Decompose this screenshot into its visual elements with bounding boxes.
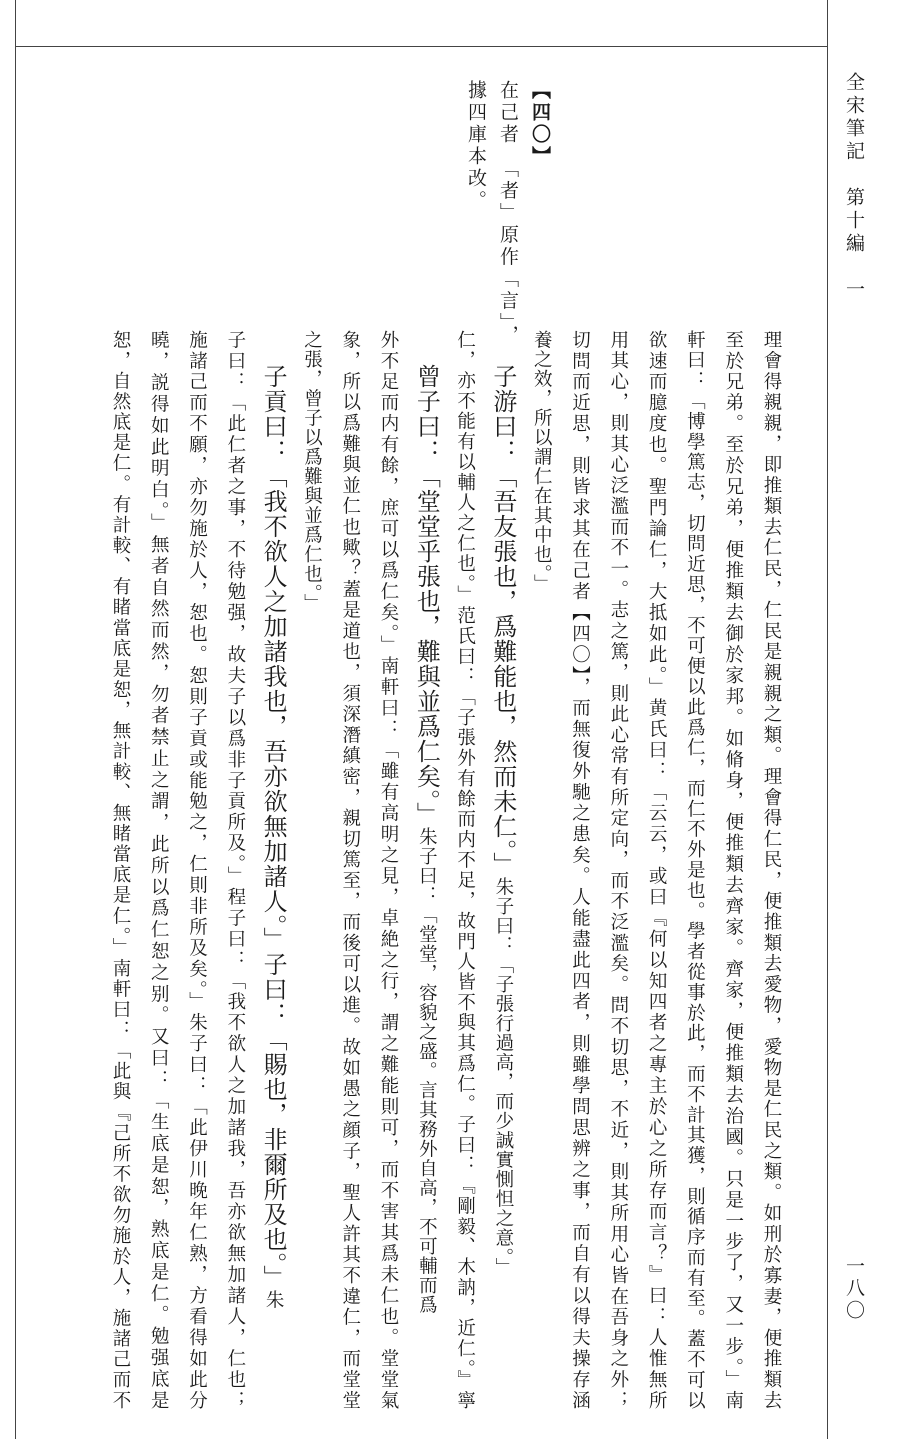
- main-text-column: [407, 330, 445, 1410]
- text-column: 養之效，所以謂仁在其中也。」: [531, 330, 553, 594]
- commentary-text: 朱子曰：「子張行過高，而少誠實惻怛之意。」: [492, 877, 514, 1278]
- text-column: 欲速而臆度也。聖門論仁，大抵如此。」黄氏曰：「云云，或曰『何以知四者之專主於心之所存而言？』曰：人惟無所: [646, 330, 668, 1410]
- text-column: 切問而近思，則皆求其在己者【四〇】，而無復外馳之患矣。人能盡此四者，則雖學問思辨之事，而自有以得夫操存涵: [569, 330, 591, 1410]
- page-frame-right: [827, 0, 828, 1439]
- text-column: 至於兄弟。至於兄弟，便推類去御於家邦。如脩身，便推類去齊家。齊家，便推類去治國。只是一步了，又一步。」南: [722, 330, 744, 1410]
- text-column: 之張，曾子以爲難與並爲仁也。」: [301, 330, 323, 614]
- page-frame-left: [15, 0, 16, 1439]
- main-text: 子游曰：「吾友張也，爲難能也，然而未仁。」: [488, 364, 517, 877]
- collation-notes: [460, 80, 556, 347]
- page-frame-top: [15, 46, 827, 47]
- text-column: 子曰：「此仁者之事，不待勉强，故夫子以爲非子貢所及。」程子曰：「我不欲人之加諸我，吾亦欲無加諸人，仁也；: [224, 330, 246, 1410]
- text-column: 施諸己而不願，亦勿施於人，恕也。恕則子貢或能勉之，仁則非所及矣。」朱子曰：「此伊川晚年仁熟，方看得如此分: [186, 330, 208, 1410]
- main-text: 曾子曰：「堂堂乎張也，難與並爲仁矣。」: [412, 364, 441, 827]
- note-marker: 【四〇】: [529, 80, 551, 168]
- main-text: 子貢曰：「我不欲人之加諸我也，吾亦欲無加諸人。」子曰：「賜也，非爾所及也。」: [259, 364, 288, 1290]
- main-text-column: [254, 330, 292, 1410]
- page-number: 一八〇: [843, 1256, 865, 1322]
- text-column: 象，所以爲難與並仁也歟？蓋是道也，須深潛縝密，親切篤至，而後可以進。故如愚之顔子，聖人許其不違仁，而堂堂: [339, 330, 361, 1410]
- commentary-text: 朱: [263, 1290, 285, 1310]
- text-column: 仁，亦不能有以輔人之仁也。」范氏曰：「子張外有餘而内不足，故門人皆不與其爲仁。子曰：『剛毅、木訥，近仁。』寧: [454, 330, 476, 1410]
- text-column: 軒曰：「博學篤志，切問近思，不可便以此爲仁，而仁不外是也。學者從事於此，而不計其獲，則循序而有至。蓋不可以: [684, 330, 706, 1410]
- body-text: [50, 330, 790, 1410]
- main-text-column: [484, 330, 522, 1410]
- text-column: 曉，説得如此明白。」無者自然而然，勿者禁止之謂，此所以爲仁恕之别。又曰：「生底是恕，熟底是仁。勉强底是: [148, 330, 170, 1410]
- note-line: 據四庫本改。: [465, 80, 487, 212]
- running-title: 全宋筆記 第十編 一: [843, 72, 865, 302]
- text-column: 恕，自然底是仁。有計較、有睹當底是恕，無計較、無睹當底是仁。」南軒曰：「此與『己所不欲勿施於人，施諸己而不: [109, 330, 131, 1410]
- text-column: 用其心，則其心泛濫而不一。志之篤，則此心常有所定向，而不泛濫矣。問不切思，不近，則其所用心皆在吾身之外；: [607, 330, 629, 1410]
- note-line: 在己者 「者」原作「言」，: [497, 80, 519, 347]
- text-column: 外不足而内有餘，庶可以爲仁矣。」南軒曰：「雖有高明之見，卓絶之行，謂之難能則可，而不害其爲未仁也。堂堂氣: [378, 330, 400, 1410]
- text-column: 理會得親親，即推類去仁民，仁民是親親之類。理會得仁民，便推類去愛物，愛物是仁民之類。如刑於寡妻，便推類去: [761, 330, 782, 1410]
- commentary-text: 朱子曰：「堂堂，容貌之盛。言其務外自高，不可輔而爲: [416, 827, 438, 1315]
